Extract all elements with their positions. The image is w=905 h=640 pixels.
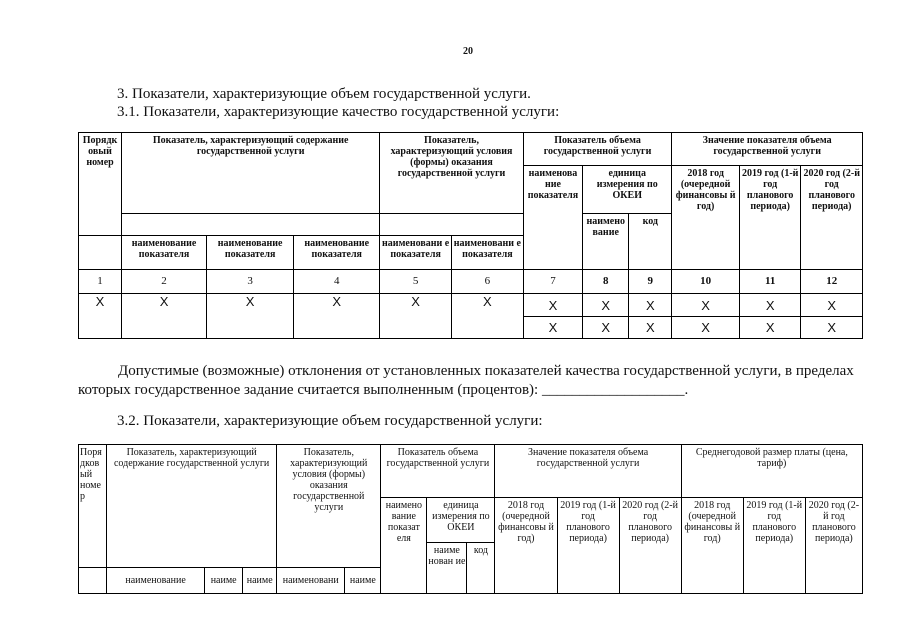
sub-content-name-2: наименование показателя xyxy=(207,236,294,270)
table-cell-x: X xyxy=(739,317,800,339)
header-fee-2018: 2018 год (очередной финансовы й год) xyxy=(681,498,743,594)
header-indicator-name: наименова ние показателя xyxy=(523,166,582,270)
header-volume-value: Значение показателя объема государственной услуги xyxy=(672,133,863,166)
header-conditions-indicator: Показатель, характеризующий условия (формы) оказания государственной услуги xyxy=(277,445,381,568)
header-fee: Среднегодовой размер платы (цена, тариф) xyxy=(681,445,862,498)
table-cell-x: X xyxy=(629,317,672,339)
page-number: 20 xyxy=(463,46,473,57)
col-number: 7 xyxy=(523,270,582,294)
header-year-2019: 2019 год (1-й год планового периода) xyxy=(739,166,800,270)
header-fee-2020: 2020 год (2-й год планового периода) xyxy=(805,498,862,594)
col-number: 4 xyxy=(294,270,380,294)
col-number: 2 xyxy=(122,270,207,294)
header-content-indicator: Показатель, характеризующий содержание государственной услуги xyxy=(122,133,380,214)
col-number: 1 xyxy=(79,270,122,294)
sub-content-name-2: наиме xyxy=(205,568,243,594)
quality-indicators-table xyxy=(78,132,863,339)
col-number: 11 xyxy=(739,270,800,294)
table-cell-x: X xyxy=(583,294,629,317)
table-cell-x: X xyxy=(629,294,672,317)
table-cell-x: X xyxy=(452,294,524,339)
col-number: 5 xyxy=(380,270,452,294)
header-unit-code: код xyxy=(629,214,672,270)
table-cell-x: X xyxy=(583,317,629,339)
sub-conditions-name-2: наиме xyxy=(345,568,381,594)
header-year-2018: 2018 год (очередной финансовы й год) xyxy=(495,498,557,594)
table-cell-x: X xyxy=(523,317,582,339)
volume-indicators-table xyxy=(78,444,863,594)
section-3-2-title: 3.2. Показатели, характеризующие объем государственной услуги: xyxy=(117,413,543,429)
header-year-2020: 2020 год (2-й год планового периода) xyxy=(801,166,863,270)
col-number: 9 xyxy=(629,270,672,294)
section-3-1-title: 3.1. Показатели, характеризующие качество государственной услуги: xyxy=(117,104,560,120)
deviation-text: Допустимые (возможные) отклонения от установленных показателей качества государственной услуги, в пределах которых государственное задание считается выполненным (процентов): ___________________. xyxy=(78,363,854,398)
header-year-2020: 2020 год (2-й год планового периода) xyxy=(619,498,681,594)
sub-content-name-3: наименование показателя xyxy=(294,236,380,270)
table-cell-x: X xyxy=(672,317,740,339)
header-volume-indicator: Показатель объема государственной услуги xyxy=(523,133,672,166)
header-unit-okei: единица измерения по ОКЕИ xyxy=(583,166,672,214)
col-number: 3 xyxy=(207,270,294,294)
header-conditions-indicator: Показатель, характеризующий условия (формы) оказания государственной услуги xyxy=(380,133,523,214)
col-number: 10 xyxy=(672,270,740,294)
header-indicator-name: наимено вание показат еля xyxy=(381,498,427,594)
table-cell-x: X xyxy=(801,317,863,339)
header-year-2018: 2018 год (очередной финансовы й год) xyxy=(672,166,740,270)
sub-content-name-1: наименование xyxy=(107,568,205,594)
header-year-2019: 2019 год (1-й год планового периода) xyxy=(557,498,619,594)
header-unit-name: наимено вание xyxy=(583,214,629,270)
header-order: Порядк овый номер xyxy=(79,133,122,236)
table-cell-x: X xyxy=(380,294,452,339)
header-fee-2019: 2019 год (1-й год планового периода) xyxy=(743,498,805,594)
header-content-indicator: Показатель, характеризующий содержание государственной услуги xyxy=(107,445,277,568)
header-unit-okei: единица измерения по ОКЕИ xyxy=(427,498,495,543)
sub-content-name-3: наиме xyxy=(243,568,277,594)
col-number: 8 xyxy=(583,270,629,294)
sub-conditions-name-1: наименовани xyxy=(277,568,345,594)
table-cell-x: X xyxy=(523,294,582,317)
sub-content-name-1: наименование показателя xyxy=(122,236,207,270)
table-cell-x: X xyxy=(739,294,800,317)
header-unit-code: код xyxy=(467,543,495,594)
table-cell-x: X xyxy=(672,294,740,317)
header-volume-value: Значение показателя объема государственной услуги xyxy=(495,445,681,498)
col-number: 6 xyxy=(452,270,524,294)
table-cell-x: X xyxy=(207,294,294,339)
header-unit-name: наиме нован ие xyxy=(427,543,467,594)
table-cell-x: X xyxy=(294,294,380,339)
col-number: 12 xyxy=(801,270,863,294)
section-3-title: 3. Показатели, характеризующие объем государственной услуги. xyxy=(117,86,531,102)
table-cell-x: X xyxy=(79,294,122,339)
table-cell-x: X xyxy=(122,294,207,339)
sub-conditions-name-1: наименовани е показателя xyxy=(380,236,452,270)
table-cell-x: X xyxy=(801,294,863,317)
sub-conditions-name-2: наименовани е показателя xyxy=(452,236,524,270)
header-order: Поря дков ый номе р xyxy=(79,445,107,568)
header-volume-indicator: Показатель объема государственной услуги xyxy=(381,445,495,498)
